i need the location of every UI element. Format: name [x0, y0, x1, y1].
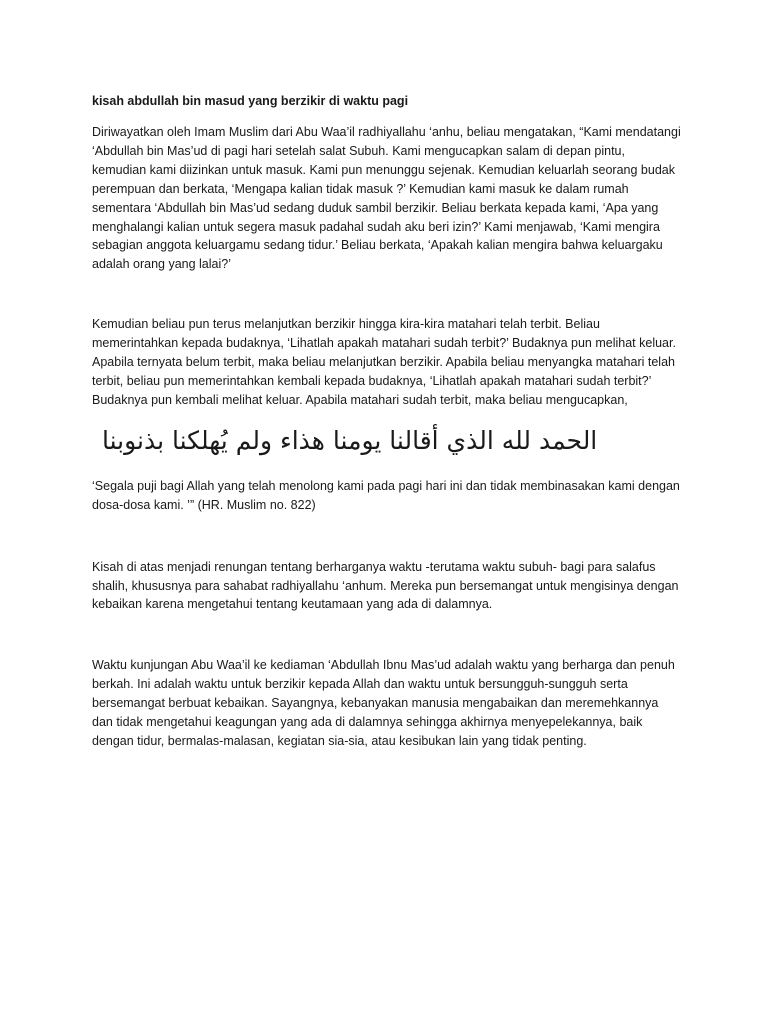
paragraph-3: ‘Segala puji bagi Allah yang telah menolong kami pada pagi hari ini dan tidak membinasakan kami dengan dosa-dosa kami. ’” (HR. Muslim no. 822)	[92, 478, 680, 512]
paragraph-1: Diriwayatkan oleh Imam Muslim dari Abu Waa’il radhiyallahu ‘anhu, beliau mengatakan, “Kami mendatangi ‘Abdullah bin Mas’ud di pagi hari setelah salat Subuh. Kami mengucapkan salam di depan pintu, kemudian kami diizinkan untuk masuk. Kami pun menunggu sejenak. Kemudian keluarlah seorang budak perempuan dan berkata, ‘Mengapa kalian tidak masuk ?’ Kemudian kami masuk ke dalam rumah sementara ‘Abdullah bin Mas’ud sedang duduk sambil berzikir. Beliau berkata kepada kami, ‘Apa yang menghalangi kalian untuk segera masuk padahal sudah aku beri izin?’ Kami menjawab, ‘Kami mengira sebagian anggota keluargamu sedang tidur.’ Beliau berkata, ‘Apakah kalian mengira bahwa keluargaku adalah orang yang lalai?’	[92, 125, 681, 272]
document-title: kisah abdullah bin masud yang berzikir di waktu pagi	[92, 94, 409, 108]
paragraph-2: Kemudian beliau pun terus melanjutkan berzikir hingga kira-kira matahari telah terbit. Beliau memerintahkan kepada budaknya, ‘Lihatlah apakah matahari sudah terbit?’ Budaknya pun melihat keluar. Apabila ternyata belum terbit, maka beliau melanjutkan berzikir. Apabila beliau menyangka matahari telah terbit, beliau pun memerintahkan kembali kepada budaknya, ‘Lihatlah apakah matahari sudah terbit?’ Budaknya pun kembali melihat keluar. Apabila matahari sudah terbit, maka beliau mengucapkan,	[92, 317, 676, 407]
document-page	[92, 92, 682, 751]
paragraph-5: Waktu kunjungan Abu Waa’il ke kediaman ‘Abdullah Ibnu Mas’ud adalah waktu yang berharga dan penuh berkah. Ini adalah waktu untuk berzikir kepada Allah dan waktu untuk bersungguh-sungguh serta bersemangat berbuat kebaikan. Sayangnya, kebanyakan manusia mengabaikan dan meremehkannya dan tidak mengetahui keagungan yang ada di dalamnya sehingga akhirnya menyepelekannya, baik dengan tidur, bermalas-malasan, kegiatan sia-sia, atau kesibukan lain yang tidak penting.	[92, 658, 675, 748]
paragraph-4: Kisah di atas menjadi renungan tentang berharganya waktu -terutama waktu subuh- bagi para salafus shalih, khususnya para sahabat radhiyallahu ‘anhum. Mereka pun bersemangat untuk mengisinya dengan kebaikan karena mengetahui tentang keutamaan yang ada di dalamnya.	[92, 559, 679, 612]
arabic-quote: الحمد لله الذي أقالنا يومنا هذاء ولم يُهلكنا بذنوبنا	[102, 425, 598, 455]
